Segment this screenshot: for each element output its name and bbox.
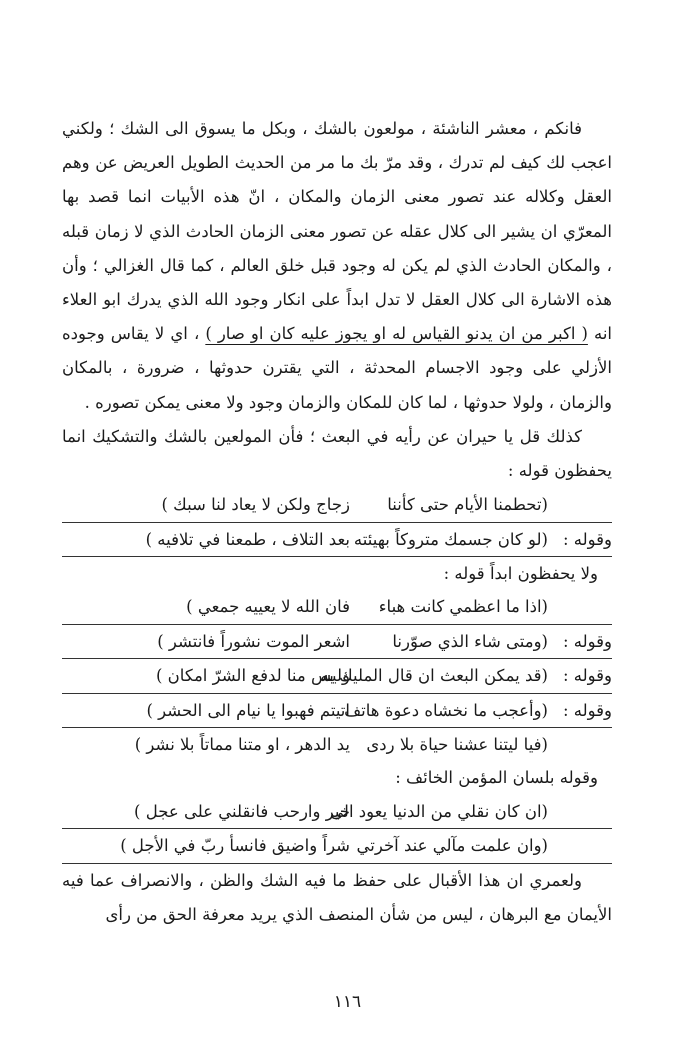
verse-first-hemistich: (اذا ما اعظمي كانت هباء: [378, 597, 548, 617]
verse-second-hemistich: خير وارحب فانقلني على عجل ): [134, 801, 350, 821]
paragraph-2: [62, 420, 612, 488]
verse-intro: ولا يحفظون ابداً قوله :: [443, 564, 598, 584]
verse-row: [62, 488, 612, 522]
text-line: وجوده الأزلي على وجود الاجسام المحدثة ، التي يقترن حدوثها ، ضرورة ،: [62, 324, 612, 378]
poem-block: [62, 488, 612, 862]
verse-intro: وقوله بلسان المؤمن الخائف :: [395, 768, 598, 788]
verse-second-hemistich: فان الله لا يعييه جمعي ): [186, 597, 350, 617]
verse-first-hemistich: (وأعجب ما نخشاه دعوة هاتف: [344, 700, 548, 720]
verse-row: [62, 829, 612, 862]
verse-lead: وقوله :: [562, 666, 612, 686]
verse-row: [62, 795, 612, 829]
verse-row: [62, 694, 612, 728]
underlined-quote: ( اكبر من ان يدنو القياس له او يجوز عليه كان او صار ): [205, 324, 588, 344]
verse-first-hemistich: (وان علمت مآلي عند آخرتي: [356, 836, 548, 856]
verse-row: [62, 625, 612, 659]
verse-lead: وقوله :: [562, 529, 612, 549]
paragraph-1: [62, 112, 612, 420]
verse-second-hemistich: يد الدهر ، او متنا مماتاً بلا نشر ): [134, 734, 350, 754]
verse-lead: وقوله :: [562, 631, 612, 651]
page-number: ١١٦: [333, 992, 362, 1012]
page-body: [62, 112, 612, 932]
verse-first-hemistich: (لو كان جسمك متروكاً بهيئته: [353, 529, 548, 549]
verse-lead: [548, 488, 612, 521]
verse-second-hemistich: زجاج ولكن لا يعاد لنا سبك ): [161, 495, 350, 515]
text-line: الأيمان مع البرهان ، ليس من شأن المنصف الذي يريد معرفة الحق من رأى: [105, 904, 612, 924]
text-line: معنى الزمان الحادث الذي لا زمان قبله ، والمكان الحادث الذي لم يكن: [62, 221, 613, 275]
verse-second-hemistich: شراً واضيق فانسأ ربّ في الأجل ): [120, 836, 350, 856]
text-line: بالمكان والزمان ، ولولا حدوثها ، لما كان للمكان والزمان وجود ولا معنى: [62, 358, 612, 412]
text-line: الطويل العريض عن وهم العقل وكلاله عند تصور معنى الزمان والمكان ،: [62, 153, 612, 207]
verse-row: [62, 590, 612, 624]
text-line: ، اي لا يقاس: [110, 324, 200, 344]
text-line: له وجود قبل خلق العالم ، كما قال الغزالي ؛ وأن هذه الاشارة الى: [62, 255, 612, 310]
text-line: انّ هذه الأبيات انما قصد بها المعرّي ان يشير الى كلال عقله عن تصور: [62, 187, 613, 241]
text-line: ولكني اعجب لك كيف لم تدرك ، وقد مرّ بك ما مر من الحديث: [62, 119, 613, 173]
verse-first-hemistich: (ان كان نقلي من الدنيا يعود الى: [330, 801, 548, 821]
verse-lead: [548, 829, 612, 862]
verse-lead: وقوله :: [562, 700, 612, 720]
text-line: ولعمري ان هذا الأقبال على حفظ ما فيه الشك والظن ، والانصراف عما فيه: [62, 870, 582, 890]
verse-first-hemistich: (تحطمنا الأيام حتى كأننا: [387, 495, 548, 515]
text-line: والتشكيك انما يحفظون قوله :: [62, 426, 612, 481]
verse-second-hemistich: وليس منا لدفع الشرّ امكان ): [156, 666, 350, 686]
paragraph-3: [62, 864, 612, 932]
text-line: فانكم ، معشر الناشئة ، مولعون بالشك ، وبكل ما يسوق الى الشك ؛: [109, 119, 582, 138]
verse-first-hemistich: (ومتى شاء الذي صوّرنا: [392, 631, 548, 651]
verse-lead: [548, 795, 612, 828]
verse-row: [62, 523, 612, 557]
verse-lead: [548, 590, 612, 623]
text-line: كلال العقل لا تدل ابداً على انكار وجود الله الذي يدرك ابو العلاء انه: [62, 290, 612, 344]
verse-row: [62, 728, 612, 761]
verse-first-hemistich: (فيا ليتنا عشنا حياة بلا ردى: [366, 734, 548, 754]
verse-row: [62, 659, 612, 693]
verse-first-hemistich: (قد يمكن البعث ان قال المليك به: [320, 666, 548, 686]
text-line: كذلك قل يا حيران عن رأيه في البعث ؛ فأن المولعين بالشك: [163, 426, 583, 446]
verse-second-hemistich: اتيتم فهبوا يا نيام الى الحشر ): [146, 700, 350, 720]
verse-second-hemistich: اشعر الموت نشوراً فانتشر ): [157, 631, 350, 651]
text-line: يمكن تصوره .: [84, 392, 181, 412]
verse-second-hemistich: بعد التلاف ، طمعنا في تلافيه ): [145, 529, 350, 549]
verse-lead: [548, 728, 612, 761]
